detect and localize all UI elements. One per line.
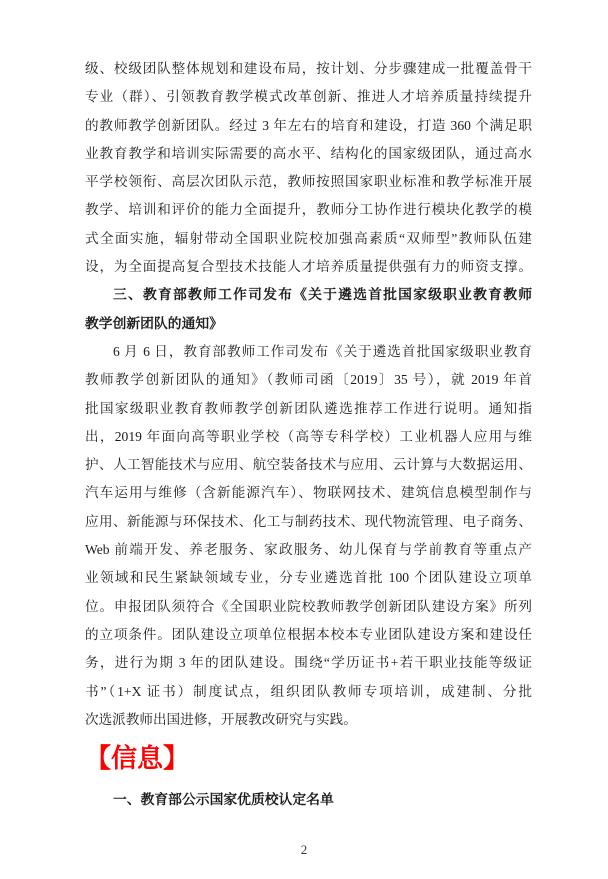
- body-text-line: 专业（群）、引领教育教学模式改革创新、推进人才培养质量持续提升: [85, 89, 532, 105]
- page-content: [85, 55, 532, 814]
- notice-paragraph-line: 书”（1+X 证书）制度试点，组织团队教师专项培训，成建制、分批: [85, 683, 532, 699]
- info-section-heading: 【信息】: [85, 743, 190, 774]
- page-number: 2: [300, 842, 308, 857]
- body-text-line: 式全面实施，辐射带动全国职业院校加强高素质“双师型”教师队伍建: [85, 230, 532, 246]
- body-text-line: 设，为全面提高复合型技术技能人才培养质量提供强有力的师资支撑。: [85, 259, 532, 275]
- notice-paragraph-line: 的立项条件。团队建设立项单位根据本校本专业团队建设方案和建设任: [85, 626, 532, 642]
- notice-paragraph-line: Web 前端开发、养老服务、家政服务、幼儿保育与学前教育等重点产: [85, 542, 532, 558]
- notice-paragraph-line: 业领域和民生紧缺领域专业，分专业遴选首批 100 个团队建设立项单: [85, 570, 532, 586]
- notice-paragraph-line: 教师教学创新团队的通知》（教师司函〔2019〕35 号），就 2019 年首: [85, 372, 532, 388]
- notice-paragraph-line: 汽车运用与维修（含新能源汽车）、物联网技术、建筑信息模型制作与: [85, 485, 532, 501]
- subsection-heading-item1: 一、教育部公示国家优质校认定名单: [113, 792, 334, 808]
- notice-paragraph-line: 次选派教师出国进修，开展教改研究与实践。: [85, 711, 357, 727]
- notice-paragraph-line: 务，进行为期 3 年的团队建设。围绕“学历证书+若干职业技能等级证: [85, 655, 532, 671]
- section3-heading-line: 教学创新团队的通知》: [85, 315, 223, 331]
- body-text-line: 级、校级团队整体规划和建设布局，按计划、分步骤建成一批覆盖骨干: [85, 61, 532, 76]
- notice-paragraph-line: 批国家级职业教育教师教学创新团队遴选推荐工作进行说明。通知指: [85, 400, 532, 416]
- notice-paragraph-line: 6 月 6 日，教育部教师工作司发布《关于遴选首批国家级职业教育: [113, 343, 532, 359]
- notice-paragraph-line: 位。申报团队须符合《全国职业院校教师教学创新团队建设方案》所列: [85, 598, 532, 614]
- body-text-line: 教学、培训和评价的能力全面提升，教师分工协作进行模块化教学的模: [85, 202, 532, 218]
- notice-paragraph-line: 出，2019 年面向高等职业学校（高等专科学校）工业机器人应用与维: [85, 428, 532, 444]
- body-text-line: 平学校领衔、高层次团队示范，教师按照国家职业标准和教学标准开展: [85, 174, 532, 190]
- body-text-line: 业教育教学和培训实际需要的高水平、结构化的国家级团队，通过高水: [85, 145, 532, 161]
- section3-heading-line: 三、教育部教师工作司发布《关于遴选首批国家级职业教育教师: [113, 287, 532, 303]
- body-text-line: 的教师教学创新团队。经过 3 年左右的培育和建设，打造 360 个满足职: [85, 117, 532, 133]
- notice-paragraph-line: 应用、新能源与环保技术、化工与制药技术、现代物流管理、电子商务、: [85, 513, 532, 529]
- notice-paragraph-line: 护、人工智能技术与应用、航空装备技术与应用、云计算与大数据运用、: [85, 457, 532, 473]
